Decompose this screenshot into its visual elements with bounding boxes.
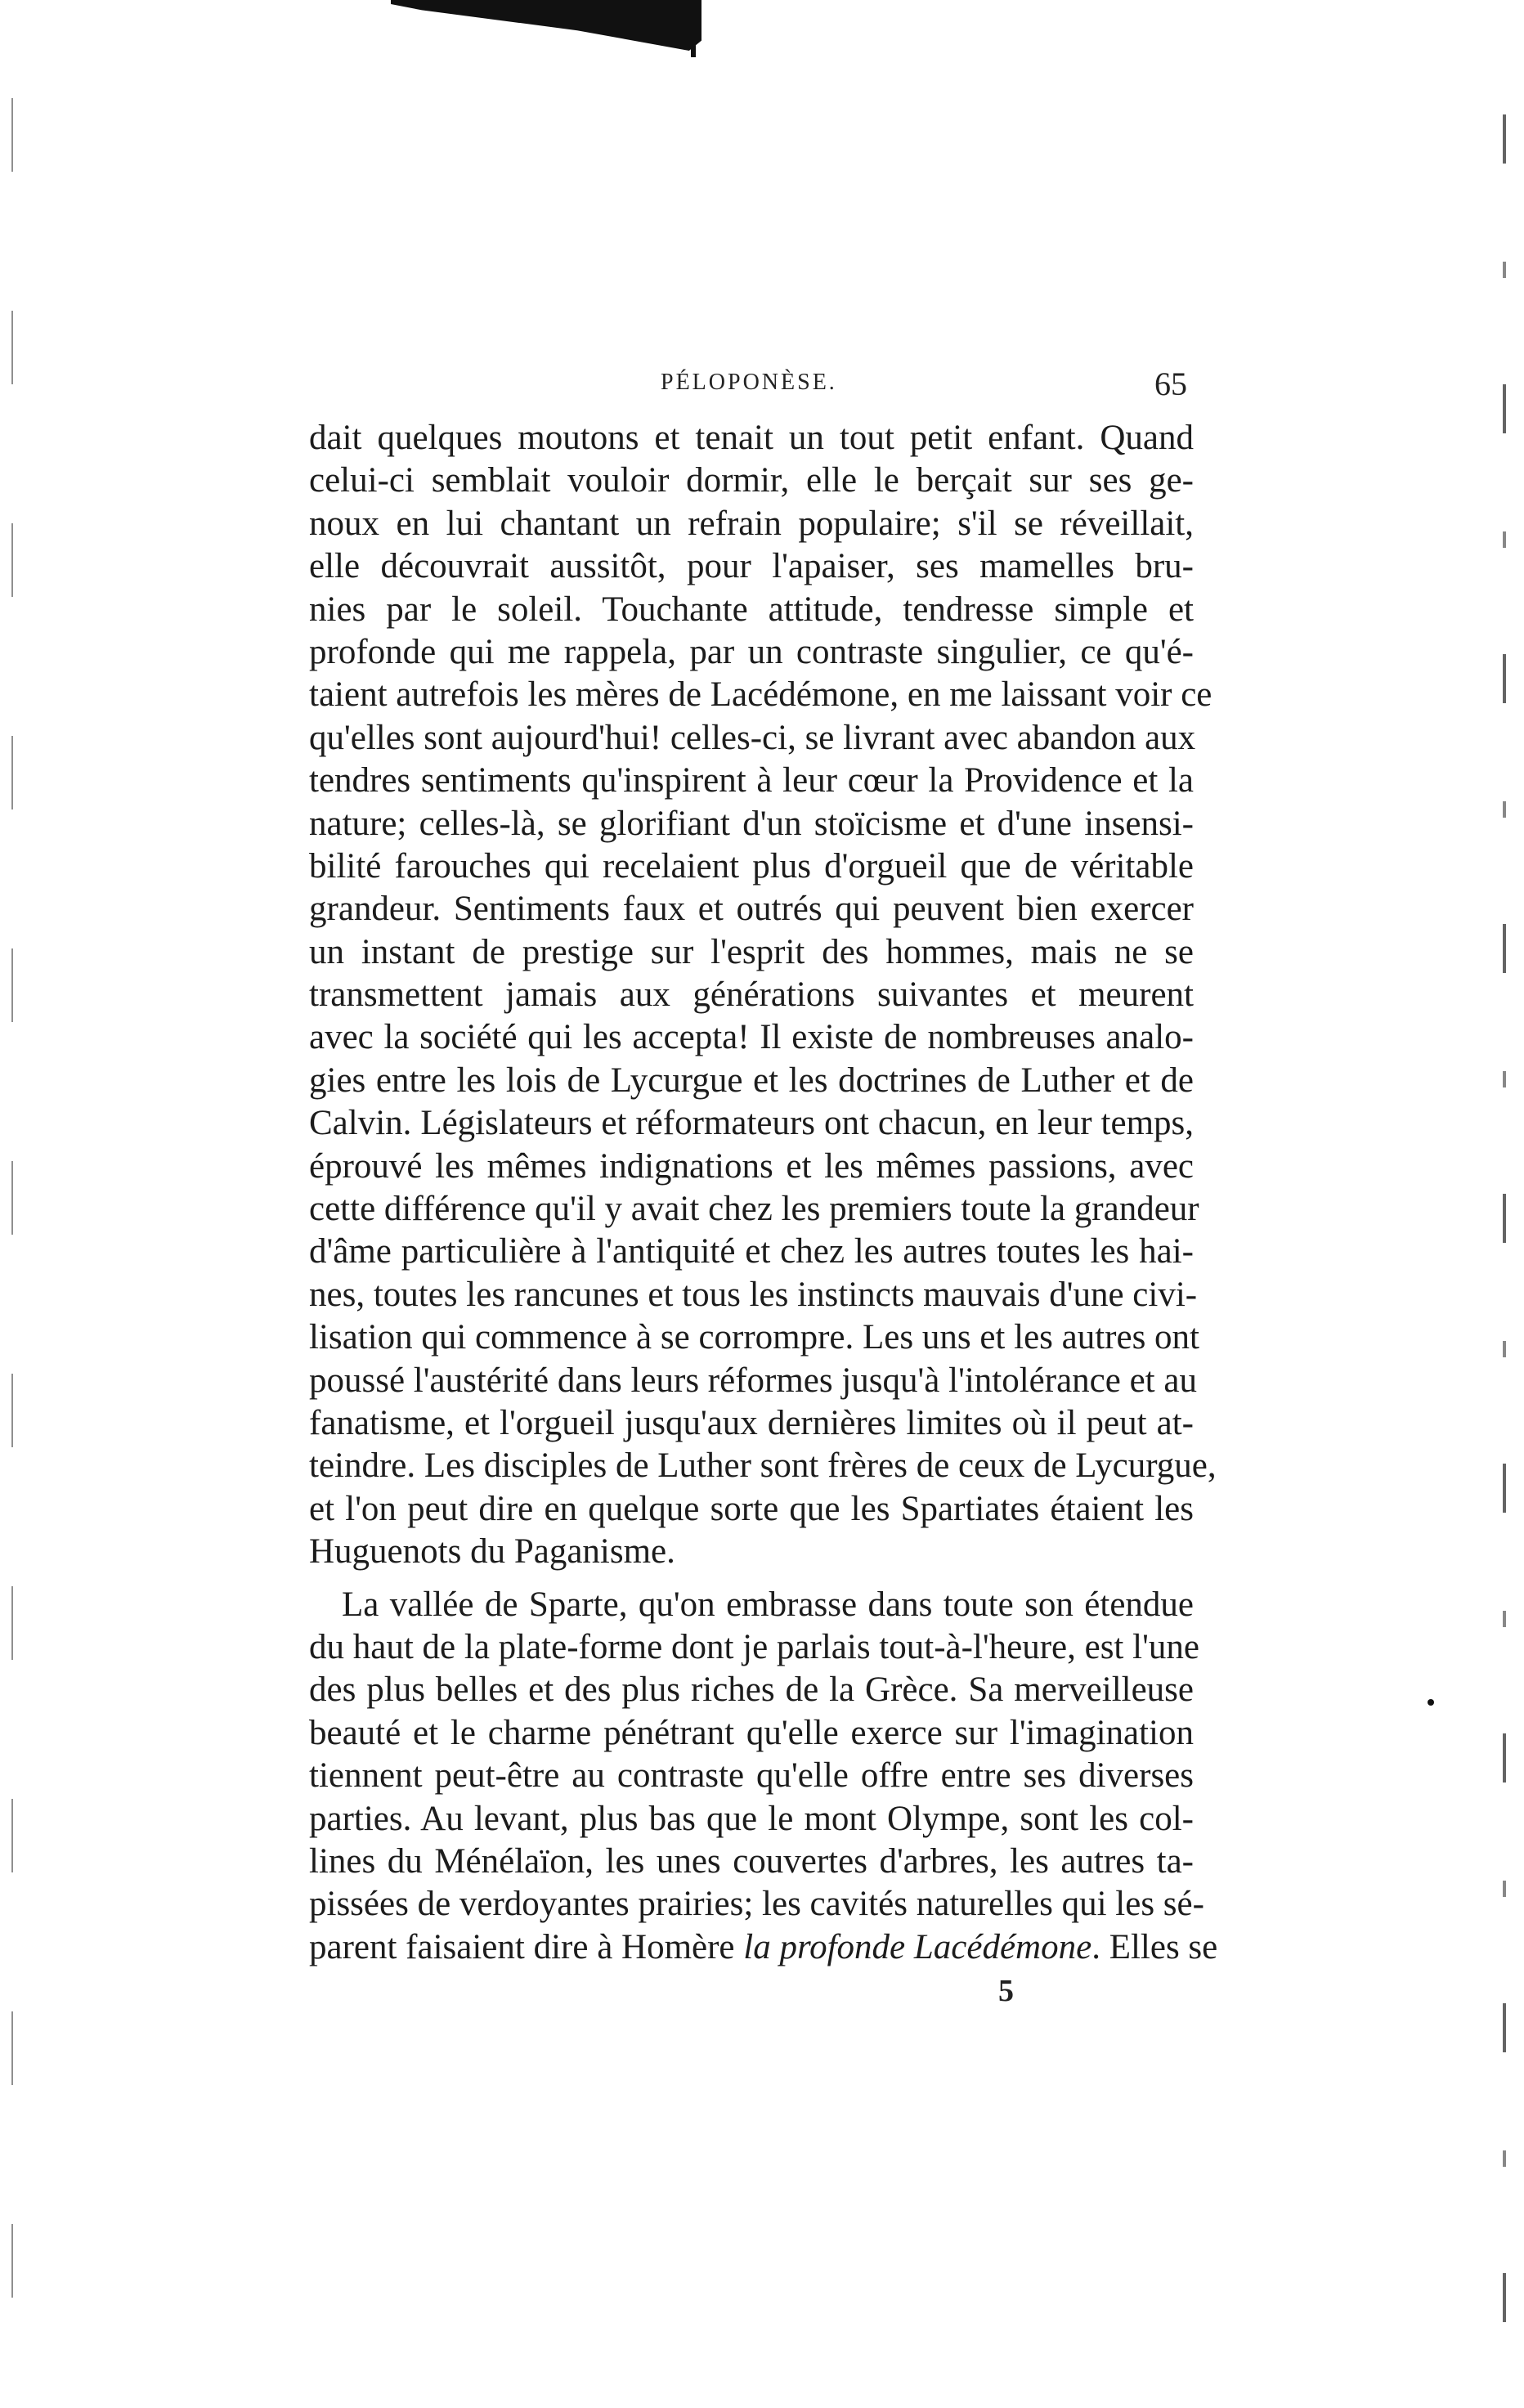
- text-run: parent faisaient dire à Homère: [309, 1927, 744, 1966]
- text-line: noux en lui chantant un refrain populaire; s'il se réveillait,: [309, 504, 1194, 543]
- text-line: La vallée de Sparte, qu'on embrasse dans toute son étendue: [342, 1585, 1194, 1624]
- ink-spot: [1428, 1699, 1434, 1706]
- paragraph: [309, 417, 1217, 1574]
- text-line: gies entre les lois de Lycurgue et les doctrines de Luther et de: [309, 1061, 1194, 1100]
- text-line: Huguenots du Paganisme.: [309, 1532, 675, 1572]
- text-line: poussé l'austérité dans leurs réformes jusqu'à l'intolérance et au: [309, 1361, 1197, 1400]
- running-title: PÉLOPONÈSE.: [661, 370, 837, 395]
- text-line: lines du Ménélaïon, les unes couvertes d'arbres, les autres ta-: [309, 1841, 1194, 1881]
- text-line: lisation qui commence à se corrompre. Les uns et les autres ont: [309, 1318, 1200, 1357]
- body-text: [309, 417, 1218, 1969]
- text-line: tiennent peut-être au contraste qu'elle offre entre ses diverses: [309, 1756, 1194, 1796]
- text-line: bilité farouches qui recelaient plus d'orgueil que de véritable: [309, 846, 1194, 886]
- text-line: parties. Au levant, plus bas que le mont Olympe, sont les col-: [309, 1799, 1194, 1838]
- text-line: dait quelques moutons et tenait un tout petit enfant. Quand: [309, 419, 1194, 457]
- text-line: profonde qui me rappela, par un contraste singulier, ce qu'é-: [309, 632, 1194, 671]
- text-line: tendres sentiments qu'inspirent à leur cœur la Providence et la: [309, 761, 1194, 800]
- text-line: beauté et le charme pénétrant qu'elle exerce sur l'imagination: [309, 1713, 1194, 1752]
- scan-artifact: [391, 0, 701, 51]
- text-line: du haut de la plate-forme dont je parlais tout-à-l'heure, est l'une: [309, 1627, 1199, 1666]
- text-line: nature; celles-là, se glorifiant d'un stoïcisme et d'une insensi-: [309, 804, 1194, 843]
- text-line: des plus belles et des plus riches de la Grèce. Sa merveilleuse: [309, 1670, 1194, 1710]
- page-edge-shadow: [11, 98, 13, 2306]
- page-edge-shadow: [1503, 114, 1506, 2322]
- text-line: nies par le soleil. Touchante attitude, tendresse simple et: [309, 590, 1194, 629]
- text-line: Calvin. Législateurs et réformateurs ont chacun, en leur temps,: [309, 1104, 1194, 1143]
- text-line: qu'elles sont aujourd'hui! celles-ci, se livrant avec abandon aux: [309, 718, 1196, 757]
- text-line: nes, toutes les rancunes et tous les instincts mauvais d'une civi-: [309, 1275, 1198, 1314]
- text-line: éprouvé les mêmes indignations et les mêmes passions, avec: [309, 1146, 1194, 1186]
- page-number: 65: [1154, 365, 1187, 402]
- text-line: teindre. Les disciples de Luther sont frères de ceux de Lycurgue,: [309, 1446, 1217, 1486]
- text-line: grandeur. Sentiments faux et outrés qui peuvent bien exercer: [309, 890, 1194, 929]
- text-line: transmettent jamais aux générations suivantes et meurent: [309, 975, 1194, 1015]
- text-line: un instant de prestige sur l'esprit des hommes, mais ne se: [309, 932, 1194, 971]
- text-line: pissées de verdoyantes prairies; les cavités naturelles qui les sé-: [309, 1885, 1204, 1924]
- italic-quote: la profonde Lacédémone: [743, 1927, 1092, 1966]
- text-line: [309, 1926, 1218, 1969]
- text-line: taient autrefois les mères de Lacédémone, en me laissant voir ce: [309, 675, 1212, 715]
- paragraph: [309, 1584, 1218, 1970]
- signature-mark: 5: [998, 1974, 1014, 2008]
- text-line: elle découvrait aussitôt, pour l'apaiser, ses mamelles bru-: [309, 547, 1194, 586]
- text-line: et l'on peut dire en quelque sorte que les Spartiates étaient les: [309, 1489, 1194, 1528]
- text-line: d'âme particulière à l'antiquité et chez les autres toutes les hai-: [309, 1232, 1194, 1271]
- text-line: celui-ci semblait vouloir dormir, elle le berçait sur ses ge-: [309, 461, 1194, 500]
- scan-artifact: [691, 0, 696, 57]
- text-line: cette différence qu'il y avait chez les premiers toute la grandeur: [309, 1190, 1199, 1229]
- text-line: fanatisme, et l'orgueil jusqu'aux dernières limites où il peut at-: [309, 1403, 1194, 1442]
- text-line: avec la société qui les accepta! Il existe de nombreuses analo-: [309, 1018, 1194, 1057]
- text-run: . Elles se: [1091, 1927, 1218, 1966]
